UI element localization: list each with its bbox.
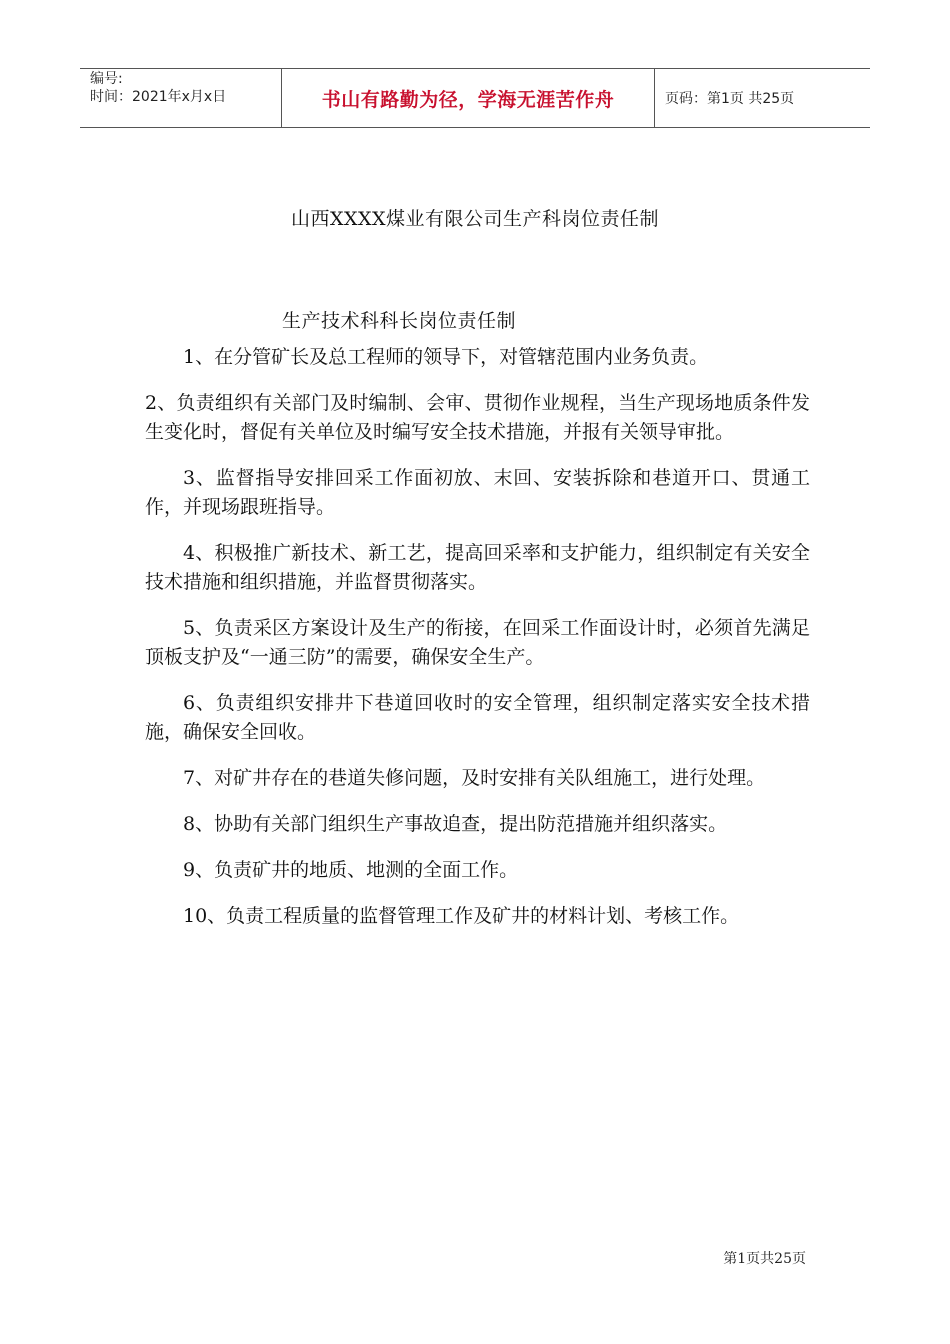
- duty-item-2: 2、负责组织有关部门及时编制、会审、贯彻作业规程，当生产现场地质条件发生变化时，督促有关单位及时编写安全技术措施，并报有关领导审批。: [145, 392, 810, 443]
- duty-item-6: 6、负责组织安排井下巷道回收时的安全管理，组织制定落实安全技术措施，确保安全回收。: [145, 692, 810, 743]
- document-title: 山西XXXX煤业有限公司生产科岗位责任制: [290, 208, 660, 230]
- header-motto-cell: [282, 69, 655, 127]
- duty-item-7: 7、对矿井存在的巷道失修问题，及时安排有关队组施工，进行处理。: [183, 767, 766, 789]
- document-subtitle: 生产技术科科长岗位责任制: [282, 310, 517, 332]
- header-meta-cell: [80, 69, 282, 127]
- duty-item-3: 3、监督指导安排回采工作面初放、末回、安装拆除和巷道开口、贯通工作，并现场跟班指导。: [145, 467, 810, 518]
- duty-item-10: 10、负责工程质量的监督管理工作及矿井的材料计划、考核工作。: [183, 905, 740, 927]
- document-body: [145, 343, 810, 948]
- header-page-cell: [655, 69, 870, 127]
- footer-page-number: 第1页共25页: [723, 1251, 806, 1267]
- header-page-info: 页码：第1页 共25页: [665, 91, 795, 107]
- date-label: 时间：2021年x月x日: [90, 89, 227, 105]
- duty-item-8: 8、协助有关部门组织生产事故追查，提出防范措施并组织落实。: [183, 813, 728, 835]
- duty-item-5: 5、负责采区方案设计及生产的衔接，在回采工作面设计时，必须首先满足顶板支护及“一通三防”的需要，确保安全生产。: [145, 617, 810, 668]
- duty-item-1: 1、在分管矿长及总工程师的领导下，对管辖范围内业务负责。: [183, 346, 709, 368]
- motto-text: 书山有路勤为径，学海无涯苦作舟: [321, 88, 615, 111]
- duty-item-4: 4、积极推广新技术、新工艺，提高回采率和支护能力，组织制定有关安全技术措施和组织措施，并监督贯彻落实。: [145, 542, 810, 593]
- serial-label: 编号:: [90, 71, 123, 87]
- duty-item-9: 9、负责矿井的地质、地测的全面工作。: [183, 859, 519, 881]
- header-table: [80, 68, 870, 128]
